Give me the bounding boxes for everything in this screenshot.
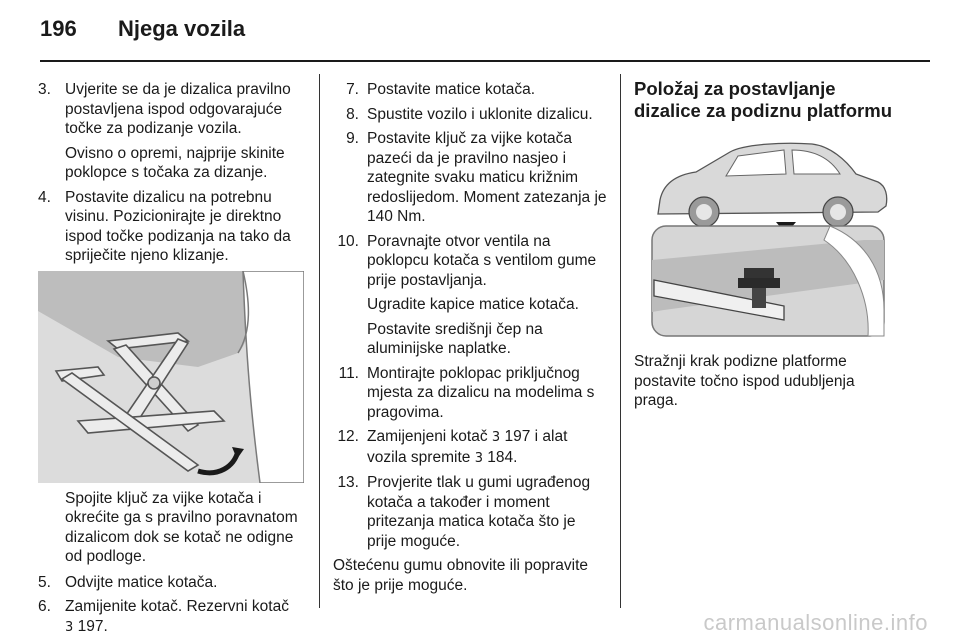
- step-note: Ugradite kapice matice kotača.: [367, 296, 579, 313]
- page-ref-arrow-icon: 3: [474, 450, 483, 466]
- step-text: [367, 427, 608, 468]
- step-number: 11.: [338, 364, 359, 382]
- step-text: Odvijte matice kotača.: [65, 573, 218, 591]
- step-number: 5.: [38, 573, 51, 591]
- column-3: [634, 78, 902, 411]
- step-5: [38, 573, 306, 593]
- jack-illustration: [38, 271, 304, 483]
- step-text: Postavite dizalicu na potrebnu visinu. Pozicionirajte je direktno ispod točke podizanja na tako da spriječite njeno klizanje.: [65, 188, 291, 264]
- step-11: [333, 364, 608, 423]
- step-9: [333, 129, 608, 227]
- step-number: 12.: [337, 428, 359, 445]
- section-heading: Položaj za postavljanje dizalice za podiznu platformu: [634, 78, 892, 121]
- page-ref-arrow-icon: 3: [65, 619, 74, 635]
- step-text: Spustite vozilo i uklonite dizalicu.: [367, 105, 593, 123]
- step-4: [38, 188, 306, 266]
- page-header: [0, 0, 960, 52]
- column-divider-1: [319, 74, 320, 608]
- page-ref: 197.: [73, 617, 108, 635]
- step-10: [333, 232, 608, 359]
- step-number: 13.: [337, 474, 359, 491]
- car-illustration: [658, 143, 887, 234]
- step-6: [38, 597, 306, 637]
- platform-caption: Stražnji krak podizne platforme postavite točno ispod udubljenja praga.: [634, 353, 855, 409]
- step-text: Provjerite tlak u gumi ugrađenog kotača a također i moment pritezanja matica kotača što je prije moguće.: [367, 474, 591, 550]
- page-number: 196: [40, 16, 77, 41]
- jack-caption: Spojite ključ za vijke kotača i okrećite ga s pravilno poravnatom dizalicom dok se kotač ne odigne od podloge.: [65, 489, 298, 565]
- step-text: [65, 597, 306, 637]
- watermark: carmanualsonline.info: [703, 610, 928, 635]
- page-title: Njega vozila: [118, 16, 246, 41]
- step-number: 10.: [337, 232, 359, 250]
- column-1: [38, 80, 306, 642]
- header-rule: [40, 60, 930, 62]
- step-number: 8.: [346, 105, 359, 123]
- step-text-main: Zamijenite kotač. Rezervni kotač: [65, 598, 289, 615]
- step-text-a: Zamijenjeni kotač: [367, 428, 488, 445]
- step-number: 3.: [38, 81, 51, 98]
- step-8: [333, 105, 608, 125]
- column-2: [333, 80, 608, 600]
- column-divider-2: [620, 74, 621, 608]
- step-text: Montirajte poklopac priključnog mjesta za dizalicu na modelima s pragovima.: [367, 364, 595, 421]
- step-12: [333, 427, 608, 468]
- step-number: 7.: [346, 81, 359, 98]
- lift-platform-illustration: [634, 130, 902, 340]
- step-text: Postavite matice kotača.: [367, 81, 535, 98]
- step-7: [333, 80, 608, 100]
- page-ref-arrow-icon: 3: [491, 430, 501, 445]
- step-text: Uvjerite se da je dizalica pravilno postavljena ispod odgovarajuće točke za podizanje vozila.: [65, 81, 291, 137]
- step-text-b: 197 i alat vozila spremite: [367, 428, 568, 466]
- step-number: 4.: [38, 188, 51, 206]
- step-number: 9.: [346, 130, 359, 147]
- step-text-c: 184.: [482, 448, 518, 466]
- step-text: Postavite ključ za vijke kotača pazeći da je pravilno nasjeo i zategnite svaku maticu križnim redoslijedom. Moment zatezanja je 140 Nm.: [367, 130, 607, 225]
- step-text: Poravnajte otvor ventila na poklopcu kotača s ventilom gume prije postavljanja.: [367, 232, 597, 289]
- step-3: [38, 80, 306, 183]
- step-note: Postavite središnji čep na aluminijske naplatke.: [367, 320, 543, 357]
- step-note: Ovisno o opremi, najprije skinite poklopce s točaka za dizanje.: [65, 144, 285, 181]
- lift-detail-view: [652, 226, 884, 336]
- closing-paragraph: Oštećenu gumu obnovite ili popravite što je prije moguće.: [333, 557, 589, 594]
- step-number: 6.: [38, 598, 51, 615]
- step-13: [333, 473, 608, 551]
